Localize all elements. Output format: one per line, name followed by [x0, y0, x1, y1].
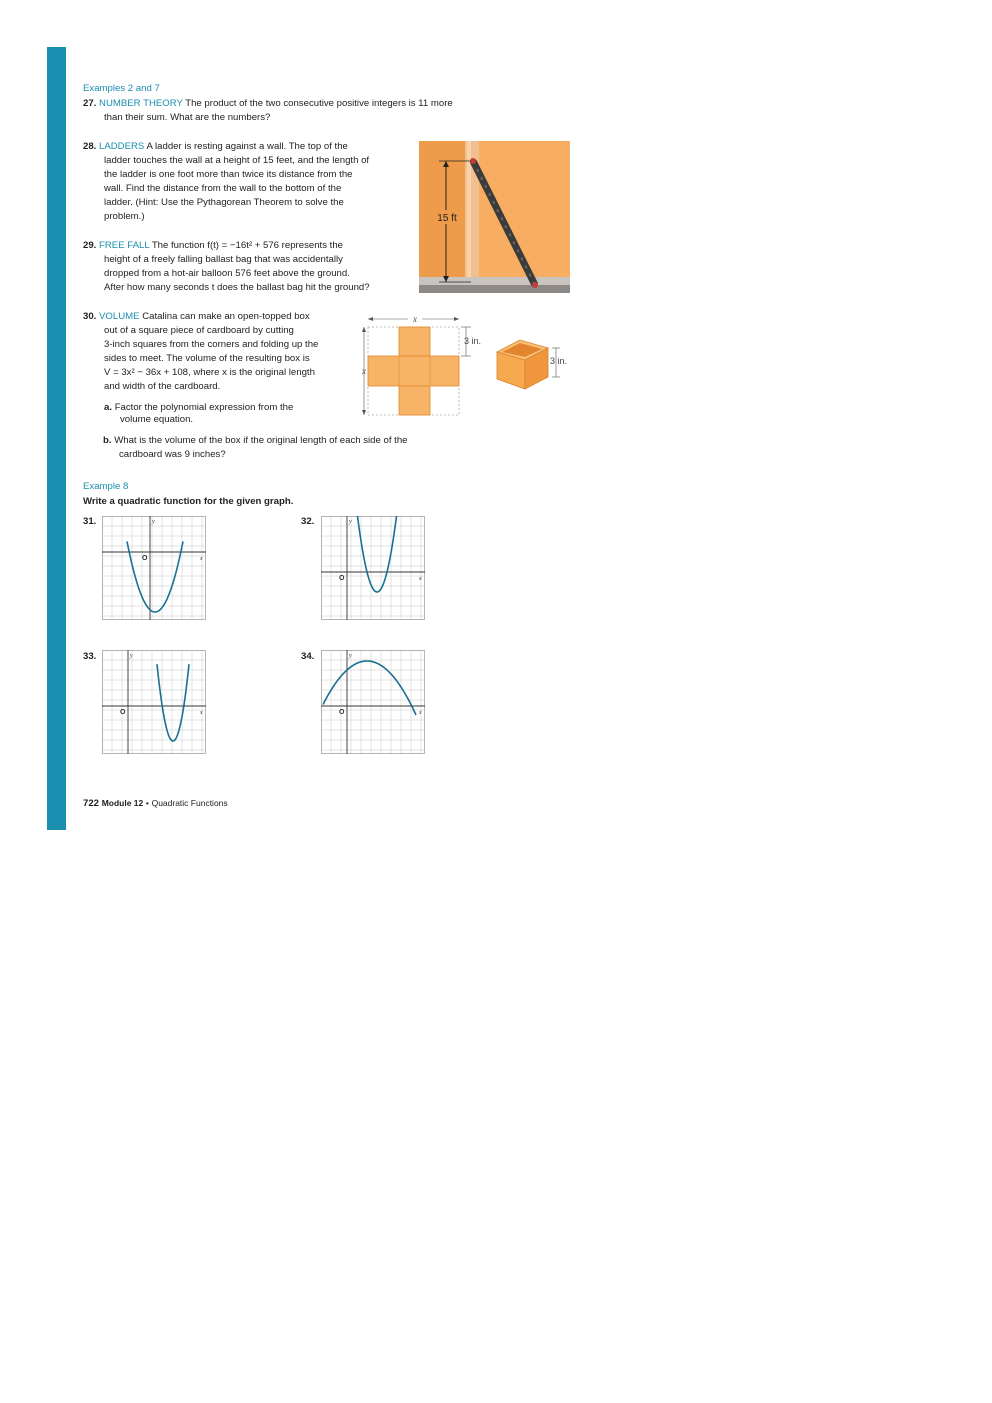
problem-text: The function f(t) = −16t² + 576 represents the	[151, 240, 343, 251]
problem-text: than their sum. What are the numbers?	[104, 112, 271, 123]
problem-keyword: FREE FALL	[99, 240, 150, 251]
module-title: Quadratic Functions	[151, 798, 228, 808]
box-height-label: 3 in.	[550, 356, 568, 366]
x-axis-label: x	[200, 710, 203, 716]
graph-31	[102, 516, 206, 620]
problem-text: cardboard was 9 inches?	[119, 449, 226, 460]
problem-text: ladder touches the wall at a height of 15 feet, and the length of	[104, 155, 370, 166]
cardboard-net-diagram	[360, 312, 485, 420]
parabola-curve	[323, 661, 416, 715]
problem-keyword: NUMBER THEORY	[99, 98, 183, 109]
problem-text: the ladder is one foot more than twice its distance from the	[104, 169, 353, 180]
module-label: Module 12	[101, 798, 144, 808]
instruction-text: Write a quadratic function for the given graph.	[83, 496, 294, 507]
grid-lines	[321, 516, 425, 620]
problem-keyword: LADDERS	[99, 141, 145, 152]
width-x-label: x	[413, 314, 417, 324]
problem-text: A ladder is resting against a wall. The top of the	[146, 141, 348, 152]
problem-text: ladder. (Hint: Use the Pythagorean Theorem to solve the	[104, 197, 344, 208]
problem-text: Factor the polynomial expression from the	[114, 402, 294, 413]
height-label: 15 ft	[437, 213, 457, 224]
problem-number: 29.	[83, 240, 97, 251]
y-axis-label: y	[349, 519, 352, 525]
problem-28	[83, 140, 369, 224]
problem-text: height of a freely falling ballast bag that was accidentally	[104, 254, 343, 265]
open-box-diagram	[492, 334, 568, 392]
origin-label: O	[142, 555, 148, 562]
graph-32	[321, 516, 425, 620]
problem-31-number: 31.	[83, 516, 97, 527]
cut-size-label: 3 in.	[464, 336, 482, 346]
graph-34	[321, 650, 425, 754]
grid-lines	[102, 650, 206, 754]
footer-separator: •	[145, 798, 149, 808]
problem-text: wall. Find the distance from the wall to the bottom of the	[104, 183, 342, 194]
origin-label: O	[339, 575, 345, 582]
problem-29	[83, 239, 370, 295]
section-label-example-8: Example 8	[83, 481, 129, 492]
problem-text: After how many seconds t does the ballast bag hit the ground?	[104, 282, 370, 293]
problem-34-number: 34.	[301, 651, 315, 662]
problem-text: dropped from a hot-air balloon 576 feet above the ground.	[104, 268, 350, 279]
problem-30b	[103, 434, 408, 462]
problem-text: volume equation.	[120, 414, 194, 425]
problem-text: 3-inch squares from the corners and folding up the	[104, 339, 319, 350]
x-axis-label: x	[419, 576, 422, 582]
graph-33	[102, 650, 206, 754]
problem-number: 28.	[83, 141, 97, 152]
problem-33-number: 33.	[83, 651, 97, 662]
problem-text: problem.)	[104, 211, 145, 222]
problem-text: Catalina can make an open-topped box	[142, 311, 310, 322]
page-number: 722	[83, 798, 100, 809]
problem-text: The product of the two consecutive positive integers is 11 more	[185, 98, 453, 109]
problem-text: What is the volume of the box if the original length of each side of the	[114, 435, 408, 446]
x-axis-label: x	[419, 710, 422, 716]
y-axis-label: y	[152, 519, 155, 525]
graph-frame	[322, 517, 425, 620]
origin-label: O	[339, 709, 345, 716]
ladder-illustration	[419, 141, 570, 293]
problem-32-number: 32.	[301, 516, 315, 527]
problem-27	[83, 97, 453, 125]
page-footer	[83, 796, 228, 811]
x-axis-label: x	[200, 556, 203, 562]
origin-label: O	[120, 709, 126, 716]
graph-frame	[103, 651, 206, 754]
graph-frame	[103, 517, 206, 620]
problem-text: out of a square piece of cardboard by cutting	[104, 325, 294, 336]
grid-lines	[102, 516, 206, 620]
part-label: a.	[104, 402, 113, 413]
y-axis-label: y	[349, 653, 352, 659]
part-label: b.	[103, 435, 112, 446]
problem-number: 27.	[83, 98, 97, 109]
problem-text: V = 3x² − 36x + 108, where x is the original length	[104, 367, 315, 378]
height-x-label: x	[362, 366, 366, 376]
problem-30a	[104, 401, 293, 427]
problem-number: 30.	[83, 311, 97, 322]
problem-keyword: VOLUME	[99, 311, 140, 322]
parabola-curve	[356, 516, 398, 592]
side-color-bar	[47, 47, 66, 830]
section-label-examples-2-7: Examples 2 and 7	[83, 83, 160, 94]
y-axis-label: y	[130, 653, 133, 659]
problem-text: sides to meet. The volume of the resulting box is	[104, 353, 310, 364]
problem-text: and width of the cardboard.	[104, 381, 221, 392]
problem-30	[83, 310, 318, 394]
